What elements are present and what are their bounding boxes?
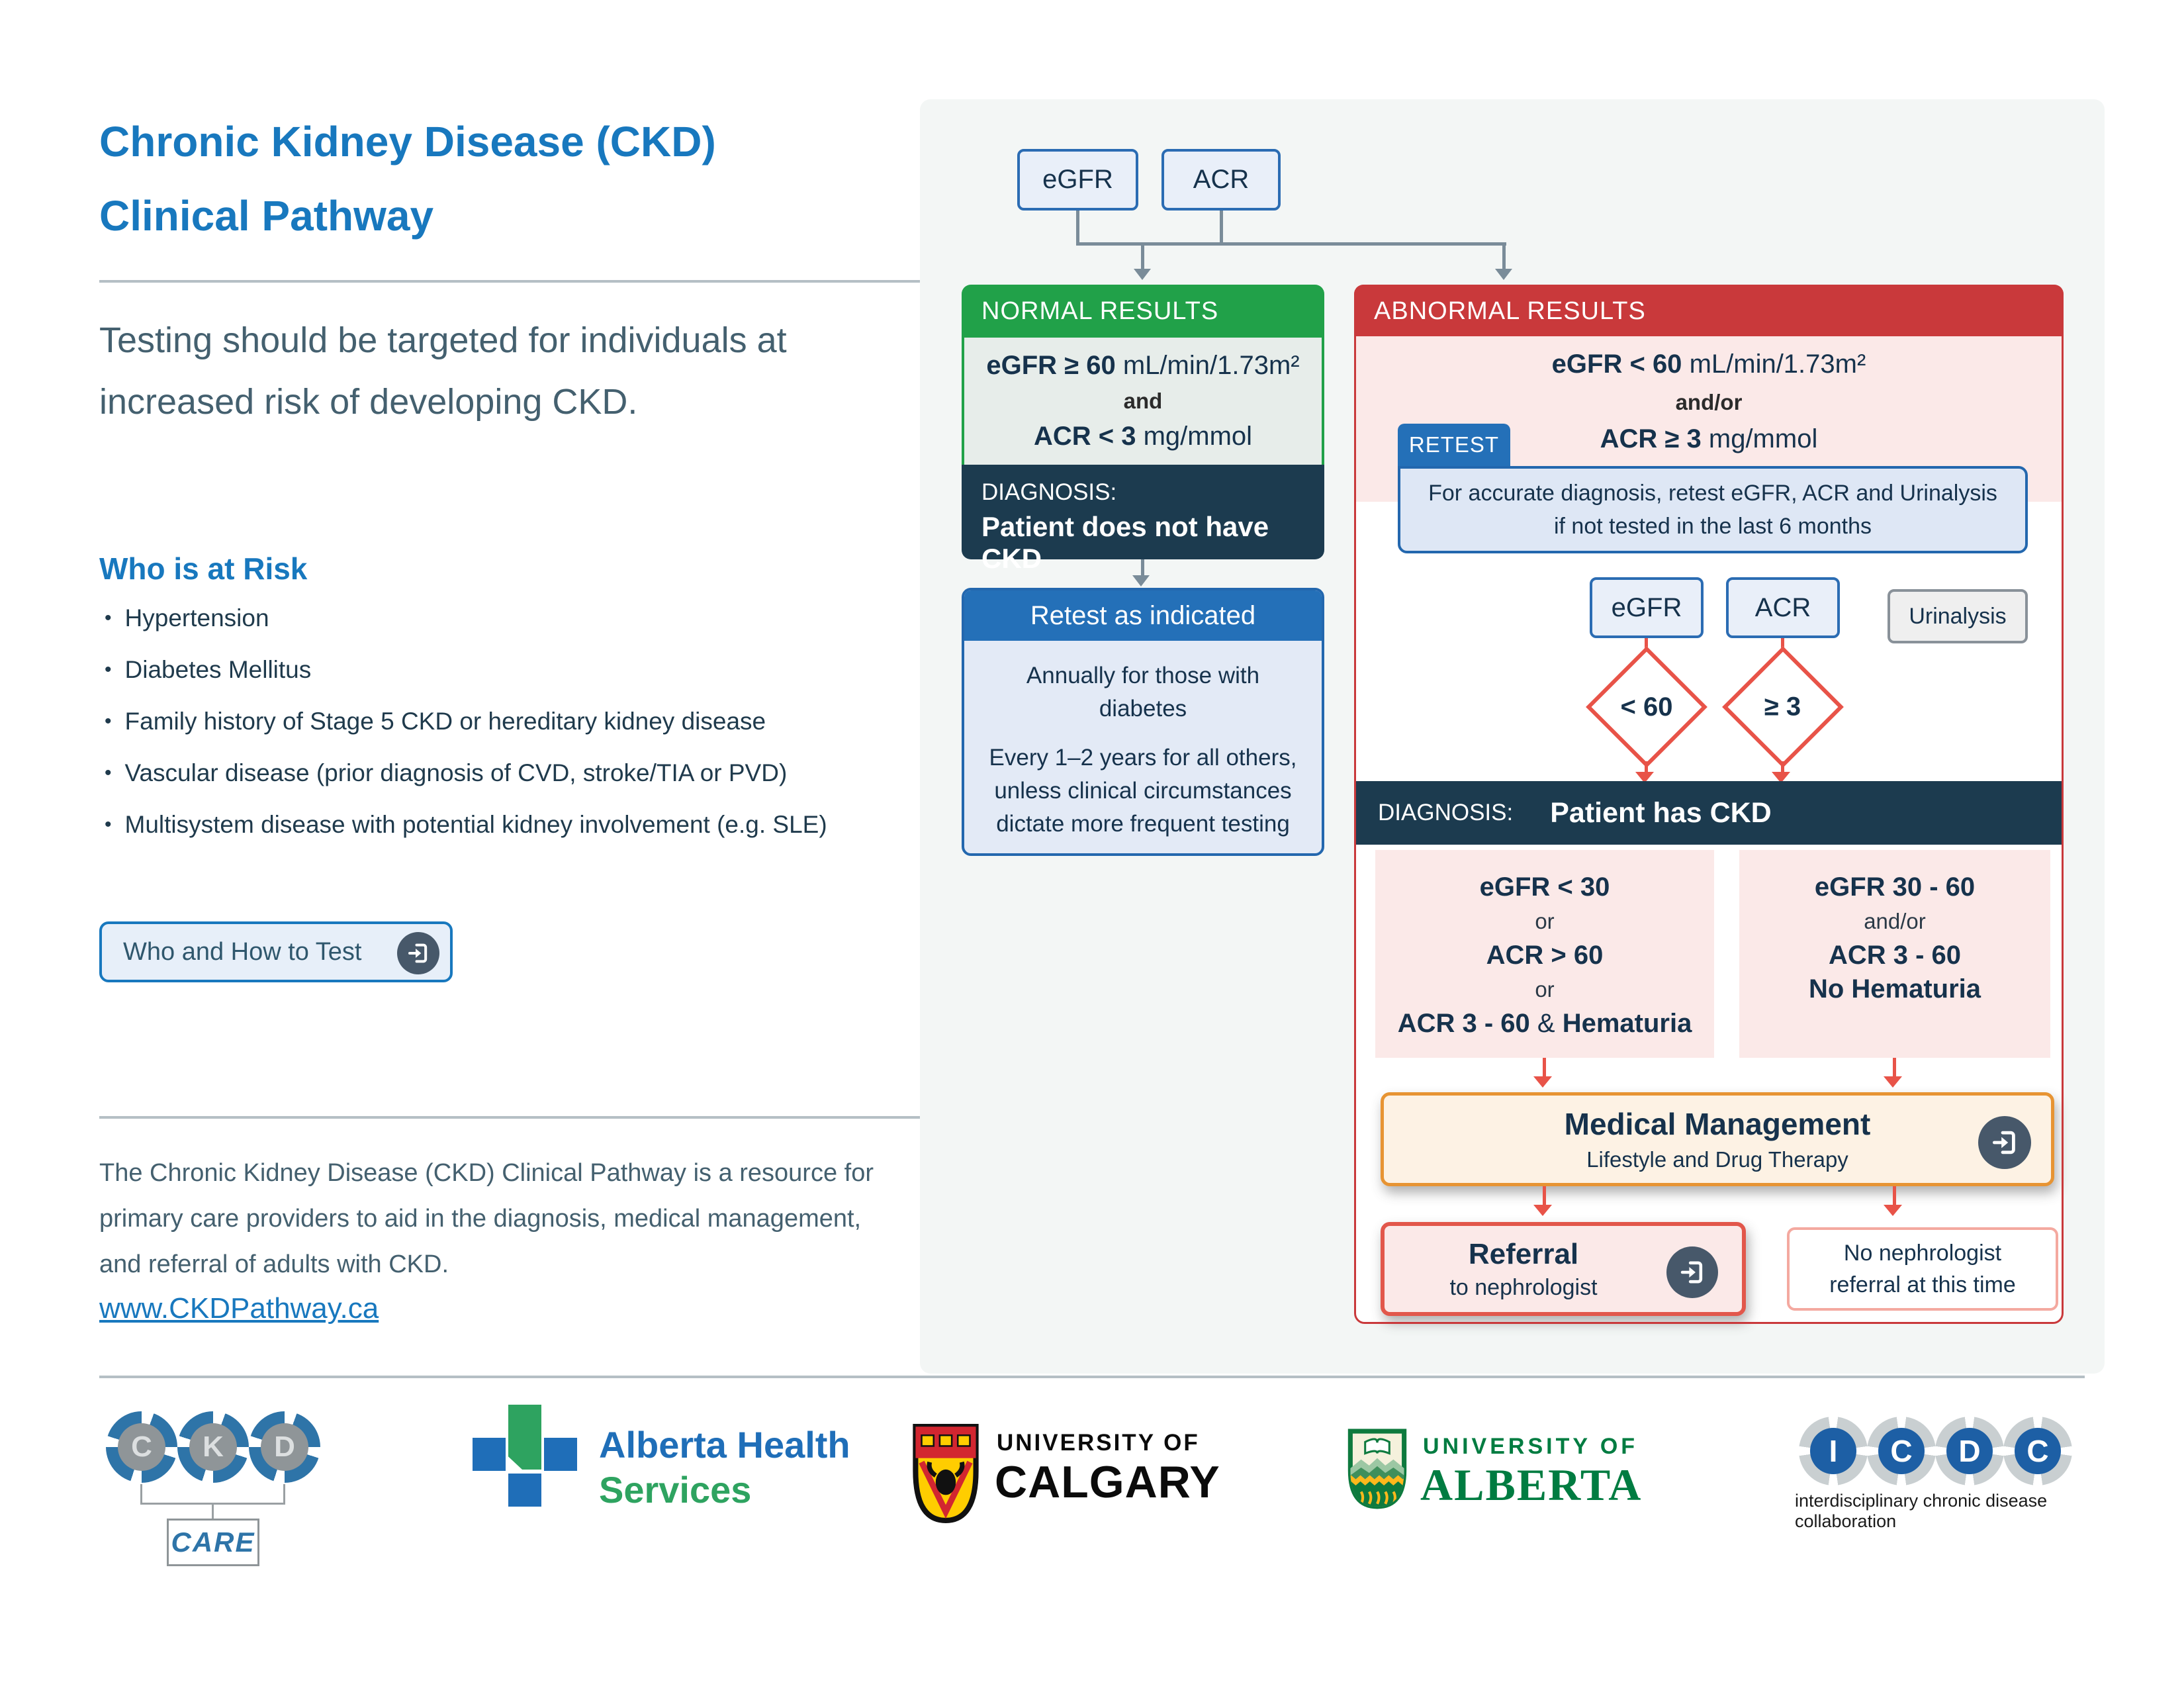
arrow-down-icon: [1132, 575, 1150, 586]
page-title-line1: Chronic Kidney Disease (CKD): [99, 118, 716, 165]
normal-acr-criterion: ACR < 3 mg/mmol: [1033, 422, 1253, 451]
egfr-decision-diamond: < 60: [1586, 646, 1707, 768]
normal-results-title: NORMAL RESULTS: [981, 297, 1219, 325]
divider-middle: [99, 1116, 920, 1119]
list-item: [105, 601, 912, 635]
acr-decision-diamond: ≥ 3: [1722, 646, 1844, 768]
normal-diagnosis-block: [962, 465, 1324, 574]
connector-line: [1543, 1058, 1546, 1076]
divider-top: [99, 280, 920, 283]
uofa-name-line2: ALBERTA: [1420, 1460, 1643, 1510]
medical-management-subtitle: Lifestyle and Drug Therapy: [1586, 1147, 1848, 1172]
referral-criteria-panel: eGFR < 30 or ACR > 60 or ACR 3 - 60 & Hematuria: [1375, 850, 1714, 1058]
about-text: The Chronic Kidney Disease (CKD) Clinical Pathway is a resource for primary care providers to aid in the diagnosis, medical management, and referral of adults with CKD.: [99, 1159, 874, 1278]
retest-note-line2: if not tested in the last 6 months: [1553, 514, 1872, 539]
retest-as-indicated-body: [964, 641, 1322, 841]
arrow-down-icon: [1134, 269, 1151, 280]
referral-subtitle: to nephrologist: [1449, 1274, 1598, 1300]
connector-line: [1781, 761, 1784, 772]
divider-bottom: [99, 1376, 2085, 1378]
risk-heading: Who is at Risk: [99, 551, 308, 586]
retest-as-indicated-box: [962, 588, 1324, 856]
uofc-name-line1: UNIVERSITY OF: [997, 1430, 1200, 1456]
connector-line: [1893, 1058, 1896, 1076]
ahs-name-line1: Alberta Health: [599, 1424, 850, 1466]
ahs-cross-right: [544, 1438, 577, 1471]
retest-note-box: [1398, 466, 2028, 553]
normal-egfr-criterion: eGFR ≥ 60 mL/min/1.73m²: [986, 351, 1300, 380]
uofc-name-line2: CALGARY: [995, 1457, 1220, 1507]
risk-item-label: Multisystem disease with potential kidney involvement (e.g. SLE): [124, 811, 827, 838]
bullet-icon: •: [105, 762, 112, 784]
risk-item-label: Family history of Stage 5 CKD or hereditary kidney disease: [124, 708, 766, 735]
icdc-logo-circle: C: [1867, 1417, 1936, 1485]
medical-management-button[interactable]: [1381, 1092, 2054, 1186]
connector-line: [1141, 242, 1144, 269]
no-referral-criteria-panel: eGFR 30 - 60 and/or ACR 3 - 60 No Hematuria: [1739, 850, 2050, 1058]
bullet-icon: •: [105, 710, 112, 732]
launch-icon: [1666, 1246, 1718, 1298]
normal-results-header: [962, 285, 1324, 338]
acr-label: ACR: [1193, 165, 1250, 194]
ahs-cross-left: [473, 1438, 506, 1471]
icdc-logo-circle: C: [2003, 1417, 2072, 1485]
risk-item-label: Vascular disease (prior diagnosis of CVD, stroke/TIA or PVD): [124, 759, 788, 786]
abnormal-results-title: ABNORMAL RESULTS: [1374, 297, 1646, 325]
mixed-criterion: ACR 3 - 60 & Hematuria: [1397, 1009, 1692, 1038]
retest-as-indicated-header: Retest as indicated: [964, 590, 1322, 641]
ahs-cross-bottom: [508, 1474, 541, 1507]
launch-icon: [397, 932, 439, 974]
normal-criteria: [962, 338, 1324, 465]
icdc-logo-circle: I: [1799, 1417, 1868, 1485]
connector-line: [1141, 559, 1144, 575]
ahs-cross-top: [508, 1405, 541, 1470]
connector-line: [1543, 1186, 1546, 1205]
arrow-down-icon: [1884, 1205, 1902, 1216]
egfr-test-box: [1017, 149, 1138, 211]
diagnosis-label: DIAGNOSIS:: [981, 479, 1117, 505]
connector-line: [1645, 761, 1648, 772]
icdc-tagline: interdisciplinary chronic disease collaboration: [1795, 1491, 2048, 1531]
launch-icon: [1978, 1116, 2031, 1169]
uofc-shield: [912, 1423, 979, 1527]
acr-label: ACR: [1754, 592, 1811, 622]
icdc-logo-circle: D: [1935, 1417, 2004, 1485]
acr-retest-box: [1726, 577, 1840, 638]
retest-paragraph-1: Annually for those with diabetes: [1026, 663, 1260, 722]
abnormal-egfr-criterion: eGFR < 60 mL/min/1.73m²: [1551, 350, 1866, 379]
ckd-logo-circle: D: [249, 1411, 320, 1483]
connector-line: [1502, 242, 1506, 269]
risk-item-label: Hypertension: [124, 604, 269, 632]
diagnosis-label: DIAGNOSIS:: [1378, 800, 1514, 825]
connector-line: [1076, 211, 1079, 244]
page-title-line2: Clinical Pathway: [99, 192, 434, 240]
bullet-icon: •: [105, 814, 112, 835]
abnormal-diagnosis-bar: [1354, 781, 2064, 845]
egfr-label: eGFR: [1611, 592, 1682, 622]
ahs-name-line2: Services: [599, 1469, 752, 1511]
urinalysis-label: Urinalysis: [1909, 603, 2007, 629]
who-how-to-test-label: Who and How to Test: [123, 937, 362, 966]
urinalysis-box: [1888, 589, 2028, 643]
diagnosis-value: Patient does not have CKD: [981, 511, 1269, 574]
no-referral-box: No nephrologist referral at this time: [1787, 1227, 2058, 1311]
ckdpathway-link[interactable]: www.CKDPathway.ca: [99, 1292, 379, 1325]
abnormal-results-header: [1354, 285, 2064, 338]
list-item: [105, 756, 912, 790]
risk-item-label: Diabetes Mellitus: [124, 656, 312, 683]
care-label-box: CARE: [167, 1519, 259, 1566]
referral-title: Referral: [1468, 1237, 1579, 1270]
page-title: [99, 105, 933, 253]
risk-list: [105, 601, 912, 859]
intro-text: Testing should be targeted for individuals at increased risk of developing CKD.: [99, 320, 787, 422]
arrow-down-icon: [1533, 1076, 1552, 1088]
uofa-shield: [1346, 1427, 1408, 1514]
referral-button[interactable]: [1381, 1222, 1746, 1316]
connector-line: [1220, 211, 1223, 244]
bullet-icon: •: [105, 607, 112, 629]
ckd-logo-circle: C: [106, 1411, 177, 1483]
egfr-label: eGFR: [1042, 165, 1113, 194]
diagnosis-value: Patient has CKD: [1550, 796, 1772, 829]
connector-line: [1893, 1186, 1896, 1205]
bullet-icon: •: [105, 659, 112, 680]
list-item: [105, 808, 912, 841]
abnormal-joiner: and/or: [1675, 390, 1743, 414]
list-item: [105, 653, 912, 686]
retest-note-line1: For accurate diagnosis, retest eGFR, ACR and Urinalysis: [1428, 481, 1997, 506]
arrow-down-icon: [1495, 269, 1512, 280]
acr-test-box: [1161, 149, 1281, 211]
retest-tab: RETEST: [1398, 424, 1510, 466]
ckd-logo-circle: K: [177, 1411, 249, 1483]
egfr-retest-box: [1590, 577, 1704, 638]
medical-management-title: Medical Management: [1564, 1107, 1871, 1141]
abnormal-acr-criterion: ACR ≥ 3 mg/mmol: [1600, 424, 1818, 453]
arrow-down-icon: [1533, 1205, 1552, 1216]
uofa-name-line1: UNIVERSITY OF: [1423, 1434, 1639, 1459]
normal-joiner: and: [1123, 389, 1163, 413]
arrow-down-icon: [1884, 1076, 1902, 1088]
who-how-to-test-button[interactable]: [99, 921, 453, 982]
list-item: [105, 704, 912, 738]
retest-paragraph-2: Every 1–2 years for all others, unless clinical circumstances dictate more frequent testing: [989, 745, 1297, 837]
